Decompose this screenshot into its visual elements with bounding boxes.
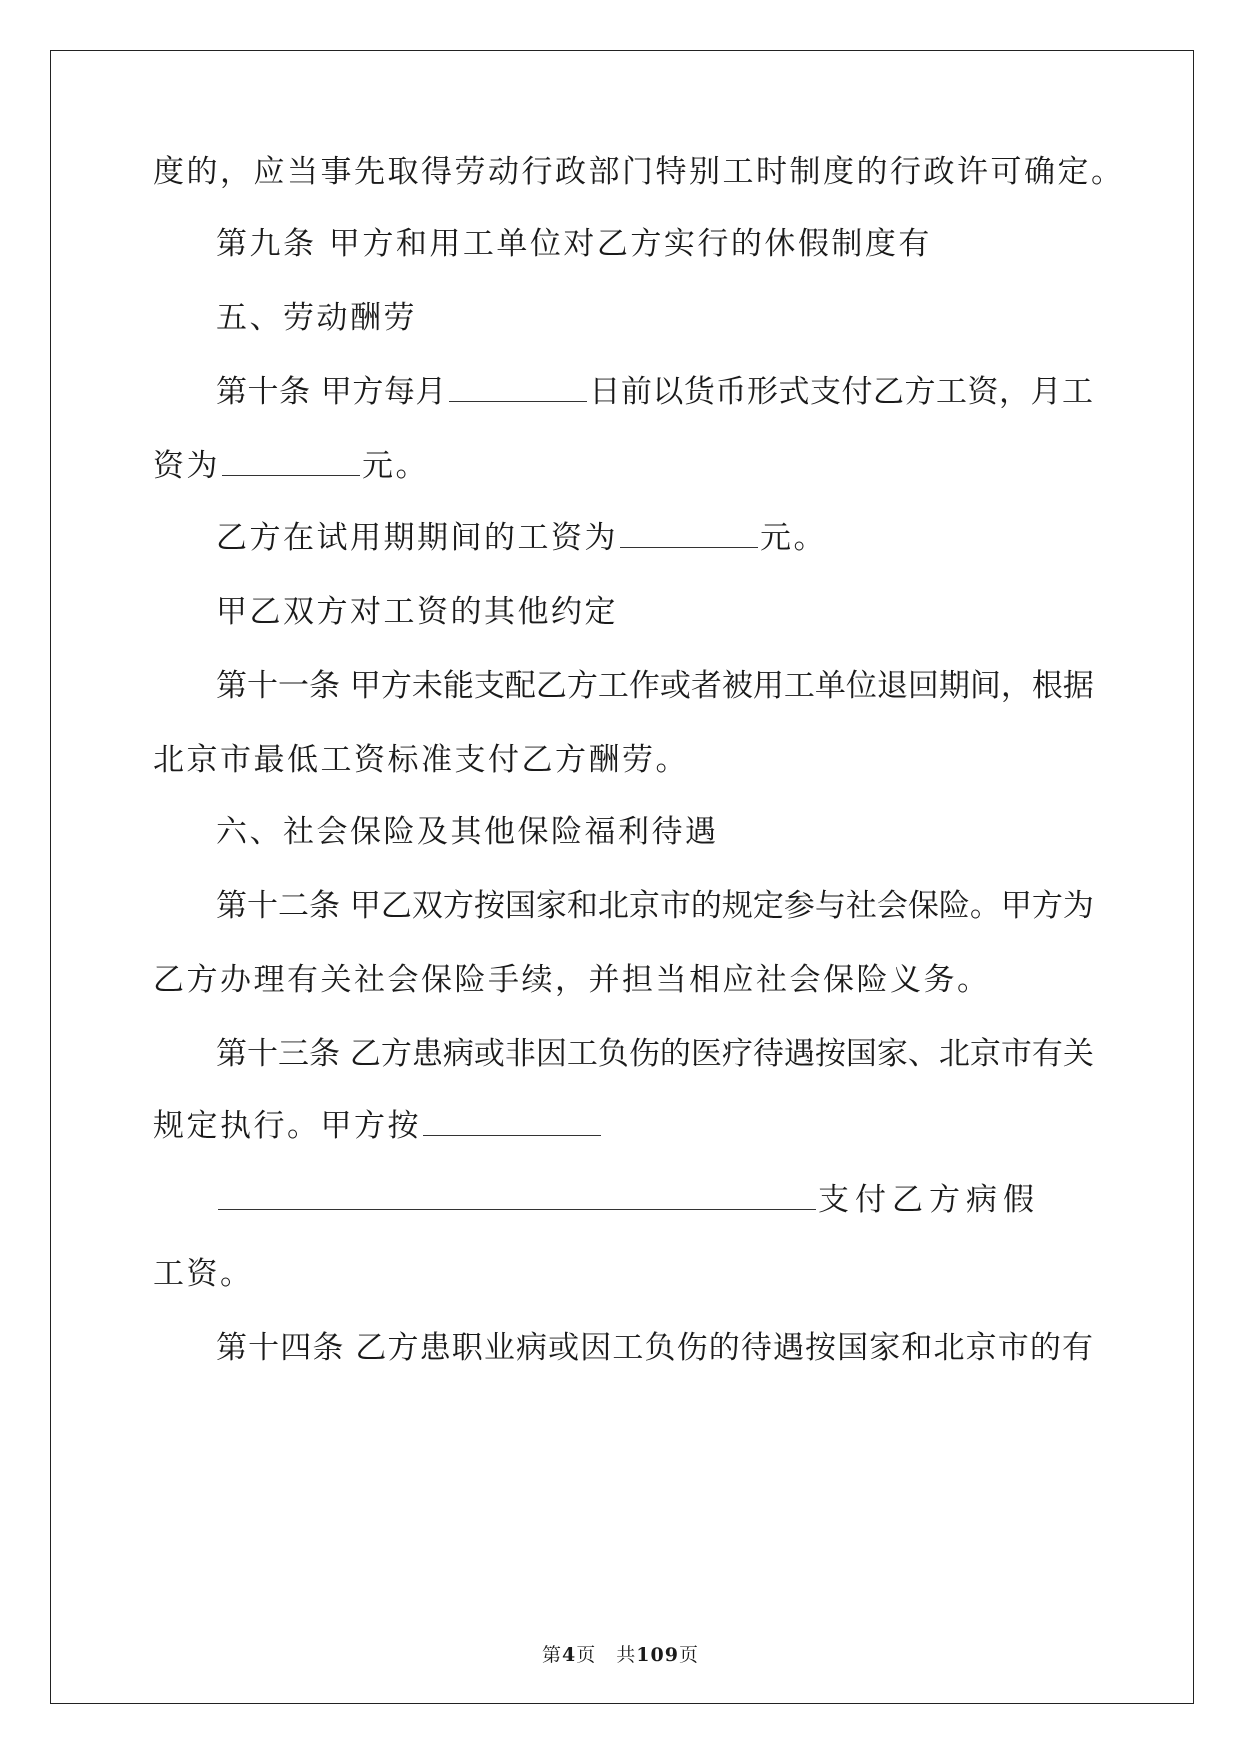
text-line: 第十四条 乙方患职业病或因工负伤的待遇按国家和北京市的有 bbox=[216, 1330, 1093, 1366]
text-fragment: 乙方在试用期期间的工资为 bbox=[216, 520, 618, 556]
fill-blank bbox=[218, 1181, 816, 1210]
fill-blank bbox=[222, 447, 360, 476]
text-line: 甲乙双方对工资的其他约定 bbox=[216, 594, 618, 630]
text-fragment: 第十条 甲方每月 bbox=[216, 374, 447, 410]
text-line bbox=[153, 1106, 603, 1146]
text-line: 乙方办理有关社会保险手续，并担当相应社会保险义务。 bbox=[153, 962, 991, 998]
total-pages: 109 bbox=[636, 1644, 679, 1666]
page-number: 4 bbox=[562, 1644, 577, 1666]
text-line: 第十二条 甲乙双方按国家和北京市的规定参与社会保险。甲方为 bbox=[216, 888, 1094, 924]
text-line bbox=[216, 518, 827, 558]
footer-mid: 页 共 bbox=[576, 1644, 637, 1666]
fill-blank bbox=[423, 1107, 601, 1136]
text-fragment: 元。 bbox=[760, 520, 827, 556]
text-fragment: 规定执行。甲方按 bbox=[153, 1108, 421, 1144]
page-footer bbox=[0, 1640, 1241, 1667]
fill-blank bbox=[620, 519, 758, 548]
text-line: 度的，应当事先取得劳动行政部门特别工时制度的行政许可确定。 bbox=[153, 154, 1125, 190]
text-line: 工资。 bbox=[153, 1256, 254, 1292]
text-line bbox=[153, 446, 429, 486]
section-heading: 五、劳动酬劳 bbox=[216, 300, 417, 336]
footer-prefix: 第 bbox=[542, 1644, 563, 1666]
text-fragment: 日前以货币形式支付乙方工资，月工 bbox=[588, 374, 1093, 410]
text-line: 第十一条 甲方未能支配乙方工作或者被用工单位退回期间，根据 bbox=[216, 668, 1094, 704]
text-line bbox=[216, 372, 1093, 412]
fill-blank bbox=[449, 373, 587, 402]
text-line: 北京市最低工资标准支付乙方酬劳。 bbox=[153, 742, 689, 778]
text-fragment: 资为 bbox=[153, 448, 220, 484]
text-line: 第九条 甲方和用工单位对乙方实行的休假制度有 bbox=[216, 226, 932, 262]
section-heading: 六、社会保险及其他保险福利待遇 bbox=[216, 814, 719, 850]
text-line bbox=[216, 1180, 1040, 1220]
footer-suffix: 页 bbox=[678, 1644, 699, 1666]
text-fragment: 元。 bbox=[362, 448, 429, 484]
text-fragment: 支付乙方病假 bbox=[818, 1182, 1040, 1218]
text-line: 第十三条 乙方患病或非因工负伤的医疗待遇按国家、北京市有关 bbox=[216, 1036, 1094, 1072]
